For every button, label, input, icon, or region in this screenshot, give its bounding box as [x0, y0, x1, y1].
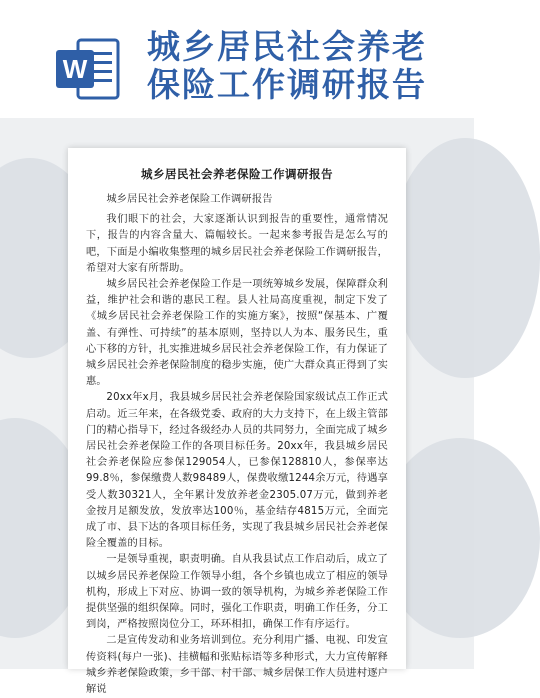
paragraph-1: 我们眼下的社会，大家逐渐认识到报告的重要性，通常情况下，报告的内容含量大、篇幅较长。一起来参考报告是怎么写的吧，下面是小编收集整理的城乡居民社会养老保险工作调研报告，希望对大家有所帮助。 [86, 214, 388, 274]
document-title: 城乡居民社会养老保险工作调研报告 [141, 167, 333, 181]
banner-title-line-2: 保险工作调研报告 [147, 65, 427, 104]
paragraph-3: 20xx年x月，我县城乡居民社会养老保险国家级试点工作正式启动。近三年来，在各级党委、政府的大力支持下，在上级主管部门的精心指导下，经过各级经办人员的共同努力，全面完成了城乡居民社会养老保险工作的各项目标任务。20xx年，我县城乡居民社会养老保险应参保129054人，已参保128810人，参保率达99.8％，参保缴费人数98489人，保费收缴1244余万元，待遇享受人数30321人，全年累计发放养老金2305.07万元，做到养老金按月足额发放，发放率达100％，基金结存4815万元，全面完成了市、县下达的各项目标任务，实现了我县城乡居民社会养老保险全覆盖的目标。 [86, 392, 388, 550]
document-page [68, 148, 406, 696]
word-icon-letter: W [62, 54, 88, 84]
paragraph-2: 城乡居民社会养老保险工作是一项统筹城乡发展，保障群众利益，维护社会和谐的惠民工程。县人社局高度重视，制定下发了《城乡居民社会养老保险工作的实施方案》，按照“保基本、广覆盖、有弹性、可持续”的基本原则，坚持以人为本、服务民生，重心下移的方针，扎实推进城乡居民社会养老保险工作，有力保证了城乡居民社会养老保险制度的稳步实施，使广大群众真正得到了实惠。 [86, 279, 388, 388]
paragraph-4: 一是领导重视，职责明确。自从我县试点工作启动后，成立了以城乡居民养老保险工作领导小组，各个乡镇也成立了相应的领导机构，形成上下对应、协调一致的领导机构，为城乡养老保险工作提供坚强的组织保障。同时，强化工作职责，明确工作任务，分工到岗，严格按照岗位分工，环环相扣，确保工作有序运行。 [86, 554, 388, 631]
document-subtitle: 城乡居民社会养老保险工作调研报告 [106, 194, 273, 205]
banner-title-line-1: 城乡居民社会养老 [147, 27, 427, 66]
word-document-icon [56, 36, 120, 102]
banner-header [0, 0, 474, 118]
paragraph-5: 二是宣传发动和业务培训到位。充分利用广播、电视、印发宣传资料(每户一张)、挂横幅和张贴标语等多种形式，大力宣传解释城乡养老保险政策，乡干部、村干部、城乡居保工作人员进村逐户解说 [86, 635, 388, 696]
document-body [86, 192, 388, 698]
